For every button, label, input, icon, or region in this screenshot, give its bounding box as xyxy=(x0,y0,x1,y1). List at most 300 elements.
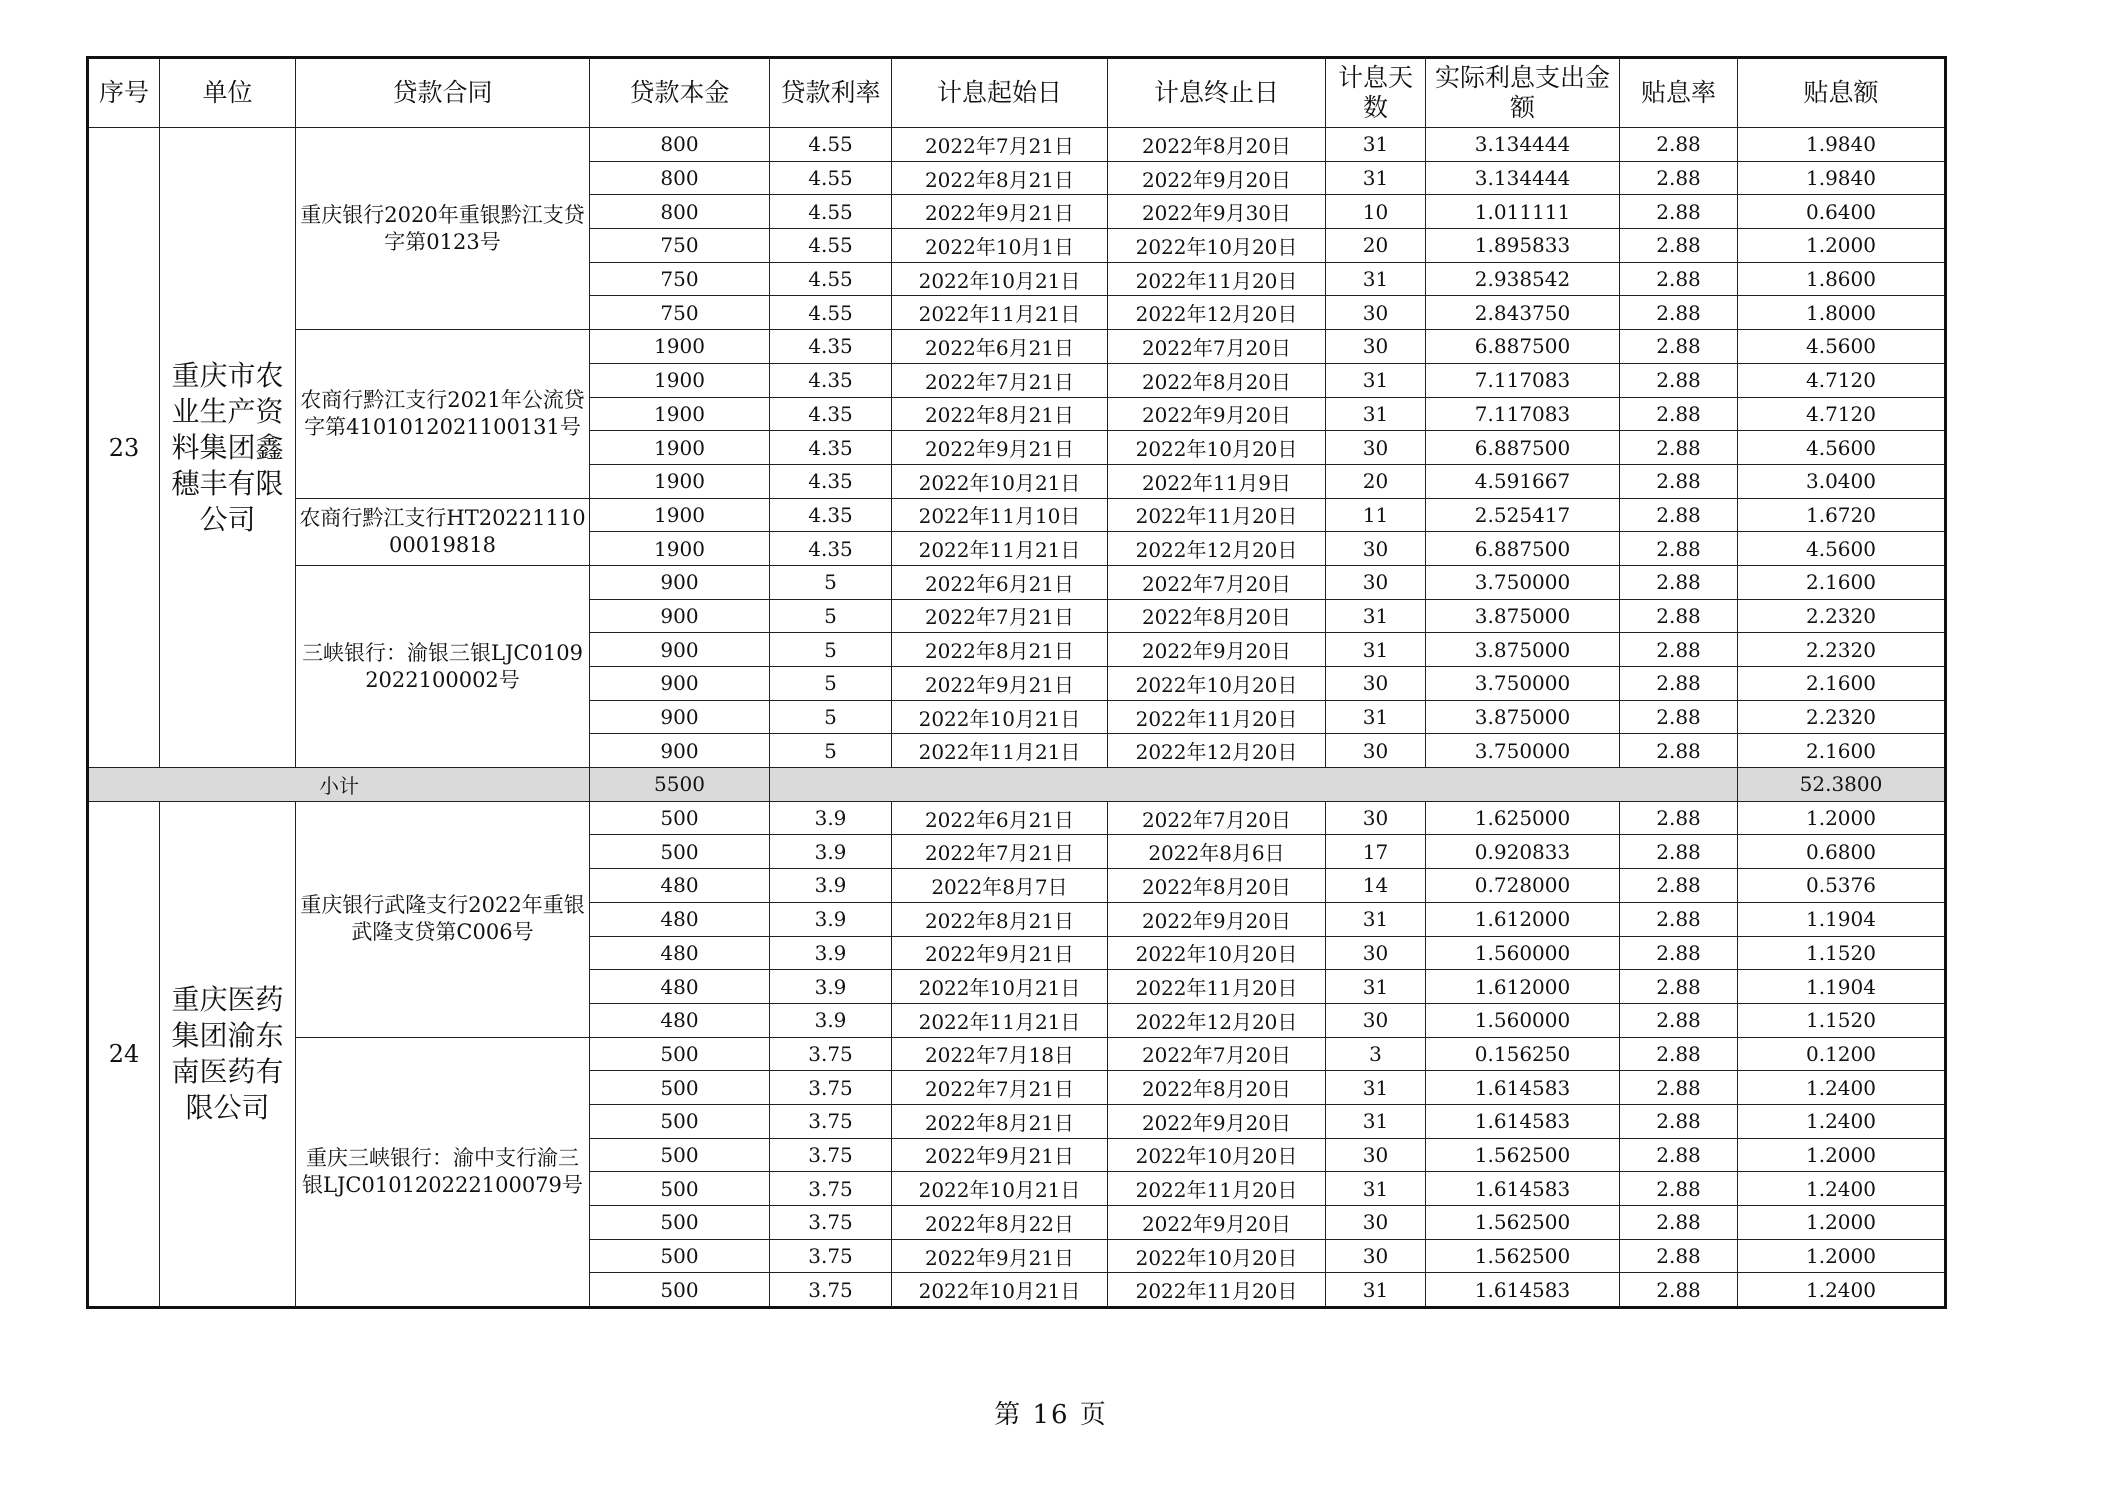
table-row xyxy=(88,330,1946,364)
data-cell: 3.9 xyxy=(770,801,892,835)
data-cell: 2022年10月21日 xyxy=(892,464,1108,498)
data-cell: 1.625000 xyxy=(1426,801,1620,835)
data-cell: 750 xyxy=(590,296,770,330)
data-cell: 2022年9月21日 xyxy=(892,195,1108,229)
data-cell: 2.2320 xyxy=(1738,633,1946,667)
data-cell: 2022年10月20日 xyxy=(1108,667,1326,701)
data-cell: 2022年11月21日 xyxy=(892,532,1108,566)
data-cell: 1900 xyxy=(590,330,770,364)
data-cell: 2.88 xyxy=(1620,397,1738,431)
data-cell: 2.88 xyxy=(1620,1037,1738,1071)
data-cell: 1.1520 xyxy=(1738,1003,1946,1037)
data-cell: 30 xyxy=(1326,1206,1426,1240)
header-cell: 实际利息支出金额 xyxy=(1426,58,1620,128)
data-cell: 1900 xyxy=(590,431,770,465)
data-cell: 2.88 xyxy=(1620,498,1738,532)
data-cell: 1.6720 xyxy=(1738,498,1946,532)
data-cell: 2022年8月20日 xyxy=(1108,599,1326,633)
data-cell: 900 xyxy=(590,700,770,734)
table-row xyxy=(88,801,1946,835)
data-cell: 1.614583 xyxy=(1426,1273,1620,1308)
data-cell: 1.2400 xyxy=(1738,1172,1946,1206)
data-cell: 1.614583 xyxy=(1426,1071,1620,1105)
data-cell: 2022年6月21日 xyxy=(892,801,1108,835)
data-cell: 2022年12月20日 xyxy=(1108,532,1326,566)
data-cell: 1.562500 xyxy=(1426,1239,1620,1273)
data-cell: 2022年9月20日 xyxy=(1108,902,1326,936)
data-cell: 2.88 xyxy=(1620,1239,1738,1273)
data-cell: 750 xyxy=(590,262,770,296)
data-cell: 30 xyxy=(1326,936,1426,970)
data-cell: 1.2000 xyxy=(1738,1206,1946,1240)
data-cell: 2.88 xyxy=(1620,1273,1738,1308)
data-cell: 31 xyxy=(1326,128,1426,162)
data-cell: 500 xyxy=(590,1172,770,1206)
interest-subsidy-table xyxy=(86,56,1947,1309)
data-cell: 3.75 xyxy=(770,1239,892,1273)
contract-cell: 重庆银行武隆支行2022年重银武隆支贷第C006号 xyxy=(296,801,590,1037)
data-cell: 1.560000 xyxy=(1426,1003,1620,1037)
subtotal-label: 小计 xyxy=(88,768,590,802)
data-cell: 900 xyxy=(590,565,770,599)
data-cell: 3.134444 xyxy=(1426,128,1620,162)
data-cell: 2022年10月20日 xyxy=(1108,936,1326,970)
data-cell: 6.887500 xyxy=(1426,532,1620,566)
data-cell: 3.750000 xyxy=(1426,667,1620,701)
data-cell: 480 xyxy=(590,970,770,1004)
data-cell: 2.88 xyxy=(1620,128,1738,162)
subtotal-row xyxy=(88,768,1946,802)
data-cell: 2.88 xyxy=(1620,565,1738,599)
data-cell: 2022年11月10日 xyxy=(892,498,1108,532)
data-cell: 2022年7月21日 xyxy=(892,835,1108,869)
data-cell: 30 xyxy=(1326,734,1426,768)
data-cell: 3.9 xyxy=(770,835,892,869)
data-cell: 3.9 xyxy=(770,869,892,903)
data-cell: 2.88 xyxy=(1620,1003,1738,1037)
contract-cell: 三峡银行：渝银三银LJC01092022100002号 xyxy=(296,565,590,767)
data-cell: 3.75 xyxy=(770,1037,892,1071)
data-cell: 2022年9月21日 xyxy=(892,1239,1108,1273)
table-row xyxy=(88,565,1946,599)
data-cell: 5 xyxy=(770,734,892,768)
data-cell: 500 xyxy=(590,1037,770,1071)
data-cell: 2022年10月20日 xyxy=(1108,229,1326,263)
data-cell: 500 xyxy=(590,1104,770,1138)
data-cell: 500 xyxy=(590,1071,770,1105)
data-cell: 2022年12月20日 xyxy=(1108,296,1326,330)
data-cell: 2.88 xyxy=(1620,734,1738,768)
data-cell: 2022年8月21日 xyxy=(892,1104,1108,1138)
data-cell: 2022年8月21日 xyxy=(892,161,1108,195)
data-cell: 3.75 xyxy=(770,1104,892,1138)
data-cell: 11 xyxy=(1326,498,1426,532)
subtotal-amount: 52.3800 xyxy=(1738,768,1946,802)
data-cell: 800 xyxy=(590,128,770,162)
data-cell: 4.5600 xyxy=(1738,330,1946,364)
data-cell: 3.875000 xyxy=(1426,599,1620,633)
data-cell: 0.156250 xyxy=(1426,1037,1620,1071)
data-cell: 2022年11月20日 xyxy=(1108,498,1326,532)
data-cell: 2.88 xyxy=(1620,1071,1738,1105)
data-cell: 20 xyxy=(1326,464,1426,498)
data-cell: 2.1600 xyxy=(1738,667,1946,701)
data-cell: 1.2000 xyxy=(1738,229,1946,263)
data-cell: 2022年11月20日 xyxy=(1108,1273,1326,1308)
data-cell: 2.525417 xyxy=(1426,498,1620,532)
data-cell: 500 xyxy=(590,1138,770,1172)
data-cell: 2022年10月20日 xyxy=(1108,1239,1326,1273)
data-cell: 3.75 xyxy=(770,1273,892,1308)
data-cell: 0.5376 xyxy=(1738,869,1946,903)
contract-cell: 重庆银行2020年重银黔江支贷字第0123号 xyxy=(296,128,590,330)
data-cell: 14 xyxy=(1326,869,1426,903)
data-cell: 2022年9月30日 xyxy=(1108,195,1326,229)
data-cell: 1.2000 xyxy=(1738,801,1946,835)
data-cell: 3.9 xyxy=(770,1003,892,1037)
data-cell: 2022年10月1日 xyxy=(892,229,1108,263)
data-cell: 0.1200 xyxy=(1738,1037,1946,1071)
data-cell: 1.1904 xyxy=(1738,970,1946,1004)
unit-cell: 重庆市农业生产资料集团鑫穗丰有限公司 xyxy=(160,128,296,768)
data-cell: 2022年8月20日 xyxy=(1108,363,1326,397)
data-cell: 4.5600 xyxy=(1738,431,1946,465)
data-cell: 2022年9月21日 xyxy=(892,936,1108,970)
data-cell: 900 xyxy=(590,599,770,633)
data-cell: 2.88 xyxy=(1620,1206,1738,1240)
data-cell: 31 xyxy=(1326,1071,1426,1105)
data-cell: 2022年11月20日 xyxy=(1108,970,1326,1004)
data-cell: 2022年9月20日 xyxy=(1108,397,1326,431)
data-cell: 1.2000 xyxy=(1738,1239,1946,1273)
page-number: 第 16 页 xyxy=(994,1400,1108,1430)
data-cell: 2.88 xyxy=(1620,262,1738,296)
data-cell: 2022年6月21日 xyxy=(892,330,1108,364)
subtotal-principal: 5500 xyxy=(590,768,770,802)
data-cell: 900 xyxy=(590,667,770,701)
data-cell: 30 xyxy=(1326,667,1426,701)
data-cell: 4.35 xyxy=(770,498,892,532)
data-cell: 31 xyxy=(1326,700,1426,734)
data-cell: 0.6800 xyxy=(1738,835,1946,869)
data-cell: 31 xyxy=(1326,363,1426,397)
data-cell: 500 xyxy=(590,801,770,835)
header-cell: 贷款合同 xyxy=(296,58,590,128)
data-cell: 800 xyxy=(590,161,770,195)
data-cell: 4.55 xyxy=(770,296,892,330)
data-cell: 31 xyxy=(1326,599,1426,633)
data-cell: 31 xyxy=(1326,262,1426,296)
data-cell: 4.35 xyxy=(770,431,892,465)
data-cell: 2022年9月20日 xyxy=(1108,1104,1326,1138)
data-cell: 2.88 xyxy=(1620,936,1738,970)
data-cell: 4.35 xyxy=(770,397,892,431)
data-cell: 2.88 xyxy=(1620,363,1738,397)
data-cell: 2.88 xyxy=(1620,970,1738,1004)
data-cell: 480 xyxy=(590,869,770,903)
data-cell: 30 xyxy=(1326,1239,1426,1273)
data-cell: 2022年7月21日 xyxy=(892,363,1108,397)
data-cell: 7.117083 xyxy=(1426,397,1620,431)
data-cell: 2022年11月21日 xyxy=(892,734,1108,768)
data-cell: 3.9 xyxy=(770,902,892,936)
data-cell: 2022年10月21日 xyxy=(892,970,1108,1004)
data-cell: 900 xyxy=(590,734,770,768)
data-cell: 1.011111 xyxy=(1426,195,1620,229)
data-cell: 7.117083 xyxy=(1426,363,1620,397)
data-cell: 500 xyxy=(590,835,770,869)
data-cell: 2.88 xyxy=(1620,1104,1738,1138)
table-row xyxy=(88,498,1946,532)
subtotal-blank xyxy=(770,768,1738,802)
data-cell: 4.591667 xyxy=(1426,464,1620,498)
data-cell: 4.5600 xyxy=(1738,532,1946,566)
header-cell: 贴息额 xyxy=(1738,58,1946,128)
data-cell: 2022年10月21日 xyxy=(892,1273,1108,1308)
data-cell: 2022年10月21日 xyxy=(892,700,1108,734)
data-cell: 2022年12月20日 xyxy=(1108,734,1326,768)
data-cell: 31 xyxy=(1326,397,1426,431)
data-cell: 3 xyxy=(1326,1037,1426,1071)
data-cell: 4.7120 xyxy=(1738,363,1946,397)
data-cell: 10 xyxy=(1326,195,1426,229)
data-cell: 800 xyxy=(590,195,770,229)
data-cell: 2022年8月22日 xyxy=(892,1206,1108,1240)
data-cell: 6.887500 xyxy=(1426,330,1620,364)
data-cell: 2022年9月21日 xyxy=(892,1138,1108,1172)
header-cell: 贷款利率 xyxy=(770,58,892,128)
data-cell: 1.614583 xyxy=(1426,1172,1620,1206)
data-cell: 500 xyxy=(590,1273,770,1308)
data-cell: 2022年11月21日 xyxy=(892,1003,1108,1037)
seq-cell: 24 xyxy=(88,801,160,1307)
data-cell: 2022年10月20日 xyxy=(1108,431,1326,465)
contract-cell: 农商行黔江支行HT2022111000019818 xyxy=(296,498,590,565)
data-cell: 0.920833 xyxy=(1426,835,1620,869)
data-cell: 4.55 xyxy=(770,195,892,229)
data-cell: 2.88 xyxy=(1620,902,1738,936)
data-cell: 1.612000 xyxy=(1426,902,1620,936)
data-cell: 4.55 xyxy=(770,128,892,162)
data-cell: 3.134444 xyxy=(1426,161,1620,195)
header-cell: 计息起始日 xyxy=(892,58,1108,128)
data-cell: 30 xyxy=(1326,1138,1426,1172)
data-cell: 30 xyxy=(1326,801,1426,835)
header-cell: 单位 xyxy=(160,58,296,128)
data-cell: 2.88 xyxy=(1620,1138,1738,1172)
seq-cell: 23 xyxy=(88,128,160,768)
data-cell: 30 xyxy=(1326,330,1426,364)
data-cell: 2.88 xyxy=(1620,667,1738,701)
data-cell: 2.88 xyxy=(1620,801,1738,835)
data-cell: 2.2320 xyxy=(1738,599,1946,633)
data-cell: 2.88 xyxy=(1620,296,1738,330)
data-cell: 2022年8月21日 xyxy=(892,633,1108,667)
data-cell: 5 xyxy=(770,633,892,667)
data-cell: 31 xyxy=(1326,161,1426,195)
data-cell: 3.75 xyxy=(770,1138,892,1172)
header-cell: 贷款本金 xyxy=(590,58,770,128)
data-cell: 480 xyxy=(590,936,770,970)
data-cell: 2022年8月21日 xyxy=(892,397,1108,431)
data-cell: 1.2400 xyxy=(1738,1273,1946,1308)
data-cell: 17 xyxy=(1326,835,1426,869)
data-cell: 2.88 xyxy=(1620,431,1738,465)
data-cell: 2022年9月21日 xyxy=(892,667,1108,701)
data-cell: 4.35 xyxy=(770,363,892,397)
data-cell: 2022年10月20日 xyxy=(1108,1138,1326,1172)
data-cell: 20 xyxy=(1326,229,1426,263)
data-cell: 31 xyxy=(1326,970,1426,1004)
data-cell: 2022年7月21日 xyxy=(892,1071,1108,1105)
data-cell: 500 xyxy=(590,1206,770,1240)
data-cell: 31 xyxy=(1326,902,1426,936)
data-cell: 1.562500 xyxy=(1426,1206,1620,1240)
data-cell: 1900 xyxy=(590,363,770,397)
data-cell: 2.88 xyxy=(1620,195,1738,229)
header-cell: 贴息率 xyxy=(1620,58,1738,128)
data-cell: 2.88 xyxy=(1620,835,1738,869)
table-body xyxy=(88,128,1946,1308)
data-cell: 1.562500 xyxy=(1426,1138,1620,1172)
data-cell: 2022年7月18日 xyxy=(892,1037,1108,1071)
data-cell: 5 xyxy=(770,667,892,701)
data-cell: 3.9 xyxy=(770,936,892,970)
data-cell: 2022年8月6日 xyxy=(1108,835,1326,869)
data-cell: 1.2000 xyxy=(1738,1138,1946,1172)
data-cell: 31 xyxy=(1326,1273,1426,1308)
data-cell: 900 xyxy=(590,633,770,667)
data-cell: 3.75 xyxy=(770,1206,892,1240)
unit-cell: 重庆医药集团渝东南医药有限公司 xyxy=(160,801,296,1307)
data-cell: 3.0400 xyxy=(1738,464,1946,498)
data-cell: 2.88 xyxy=(1620,229,1738,263)
data-cell: 4.35 xyxy=(770,330,892,364)
data-cell: 2.1600 xyxy=(1738,734,1946,768)
data-cell: 2022年12月20日 xyxy=(1108,1003,1326,1037)
data-cell: 2022年7月21日 xyxy=(892,599,1108,633)
data-cell: 3.75 xyxy=(770,1071,892,1105)
data-cell: 2022年11月20日 xyxy=(1108,1172,1326,1206)
data-cell: 2.88 xyxy=(1620,700,1738,734)
data-cell: 3.875000 xyxy=(1426,633,1620,667)
data-cell: 2022年7月20日 xyxy=(1108,330,1326,364)
data-cell: 2022年8月20日 xyxy=(1108,869,1326,903)
data-cell: 2022年11月20日 xyxy=(1108,262,1326,296)
data-cell: 2.843750 xyxy=(1426,296,1620,330)
table-row xyxy=(88,1037,1946,1071)
data-cell: 5 xyxy=(770,565,892,599)
data-cell: 2022年8月20日 xyxy=(1108,1071,1326,1105)
data-cell: 2022年8月20日 xyxy=(1108,128,1326,162)
data-cell: 750 xyxy=(590,229,770,263)
table-row xyxy=(88,128,1946,162)
data-cell: 0.728000 xyxy=(1426,869,1620,903)
data-cell: 1900 xyxy=(590,397,770,431)
data-cell: 2.88 xyxy=(1620,161,1738,195)
data-cell: 1.2400 xyxy=(1738,1071,1946,1105)
data-cell: 2.88 xyxy=(1620,633,1738,667)
data-cell: 1.560000 xyxy=(1426,936,1620,970)
contract-cell: 农商行黔江支行2021年公流贷字第4101012021100131号 xyxy=(296,330,590,498)
data-cell: 30 xyxy=(1326,532,1426,566)
data-cell: 2022年9月20日 xyxy=(1108,161,1326,195)
data-cell: 5 xyxy=(770,700,892,734)
data-cell: 1.895833 xyxy=(1426,229,1620,263)
data-cell: 3.9 xyxy=(770,970,892,1004)
data-cell: 2022年11月20日 xyxy=(1108,700,1326,734)
data-cell: 2.1600 xyxy=(1738,565,1946,599)
data-cell: 3.750000 xyxy=(1426,734,1620,768)
data-cell: 4.35 xyxy=(770,464,892,498)
data-cell: 1.2400 xyxy=(1738,1104,1946,1138)
data-cell: 6.887500 xyxy=(1426,431,1620,465)
data-cell: 2022年9月20日 xyxy=(1108,1206,1326,1240)
data-cell: 2.88 xyxy=(1620,464,1738,498)
data-cell: 2022年10月21日 xyxy=(892,1172,1108,1206)
data-cell: 1900 xyxy=(590,532,770,566)
data-cell: 4.7120 xyxy=(1738,397,1946,431)
data-cell: 1.8600 xyxy=(1738,262,1946,296)
data-cell: 1.9840 xyxy=(1738,128,1946,162)
data-cell: 2.2320 xyxy=(1738,700,1946,734)
data-cell: 2.938542 xyxy=(1426,262,1620,296)
data-cell: 3.75 xyxy=(770,1172,892,1206)
data-cell: 2022年7月20日 xyxy=(1108,565,1326,599)
data-cell: 31 xyxy=(1326,1104,1426,1138)
header-cell: 序号 xyxy=(88,58,160,128)
data-cell: 0.6400 xyxy=(1738,195,1946,229)
data-cell: 2.88 xyxy=(1620,869,1738,903)
data-cell: 1.9840 xyxy=(1738,161,1946,195)
data-cell: 30 xyxy=(1326,296,1426,330)
data-cell: 31 xyxy=(1326,633,1426,667)
data-cell: 30 xyxy=(1326,1003,1426,1037)
data-cell: 4.35 xyxy=(770,532,892,566)
data-cell: 480 xyxy=(590,902,770,936)
data-cell: 1.1520 xyxy=(1738,936,1946,970)
data-cell: 2022年11月21日 xyxy=(892,296,1108,330)
data-cell: 4.55 xyxy=(770,262,892,296)
data-cell: 31 xyxy=(1326,1172,1426,1206)
data-cell: 4.55 xyxy=(770,229,892,263)
header-cell: 计息终止日 xyxy=(1108,58,1326,128)
data-cell: 2022年6月21日 xyxy=(892,565,1108,599)
data-cell: 30 xyxy=(1326,565,1426,599)
contract-cell: 重庆三峡银行：渝中支行渝三银LJC010120222100079号 xyxy=(296,1037,590,1308)
data-cell: 2022年7月21日 xyxy=(892,128,1108,162)
data-cell: 2022年11月9日 xyxy=(1108,464,1326,498)
data-cell: 2022年10月21日 xyxy=(892,262,1108,296)
header-cell: 计息天数 xyxy=(1326,58,1426,128)
data-cell: 1.1904 xyxy=(1738,902,1946,936)
data-cell: 3.875000 xyxy=(1426,700,1620,734)
data-cell: 4.55 xyxy=(770,161,892,195)
data-cell: 1.614583 xyxy=(1426,1104,1620,1138)
data-cell: 2.88 xyxy=(1620,1172,1738,1206)
data-cell: 2022年9月21日 xyxy=(892,431,1108,465)
data-cell: 2022年8月21日 xyxy=(892,902,1108,936)
data-cell: 2022年7月20日 xyxy=(1108,1037,1326,1071)
data-cell: 1.8000 xyxy=(1738,296,1946,330)
header-row xyxy=(88,58,1946,128)
data-cell: 2.88 xyxy=(1620,532,1738,566)
data-cell: 1.612000 xyxy=(1426,970,1620,1004)
data-cell: 500 xyxy=(590,1239,770,1273)
data-cell: 3.750000 xyxy=(1426,565,1620,599)
data-cell: 2022年7月20日 xyxy=(1108,801,1326,835)
data-cell: 30 xyxy=(1326,431,1426,465)
